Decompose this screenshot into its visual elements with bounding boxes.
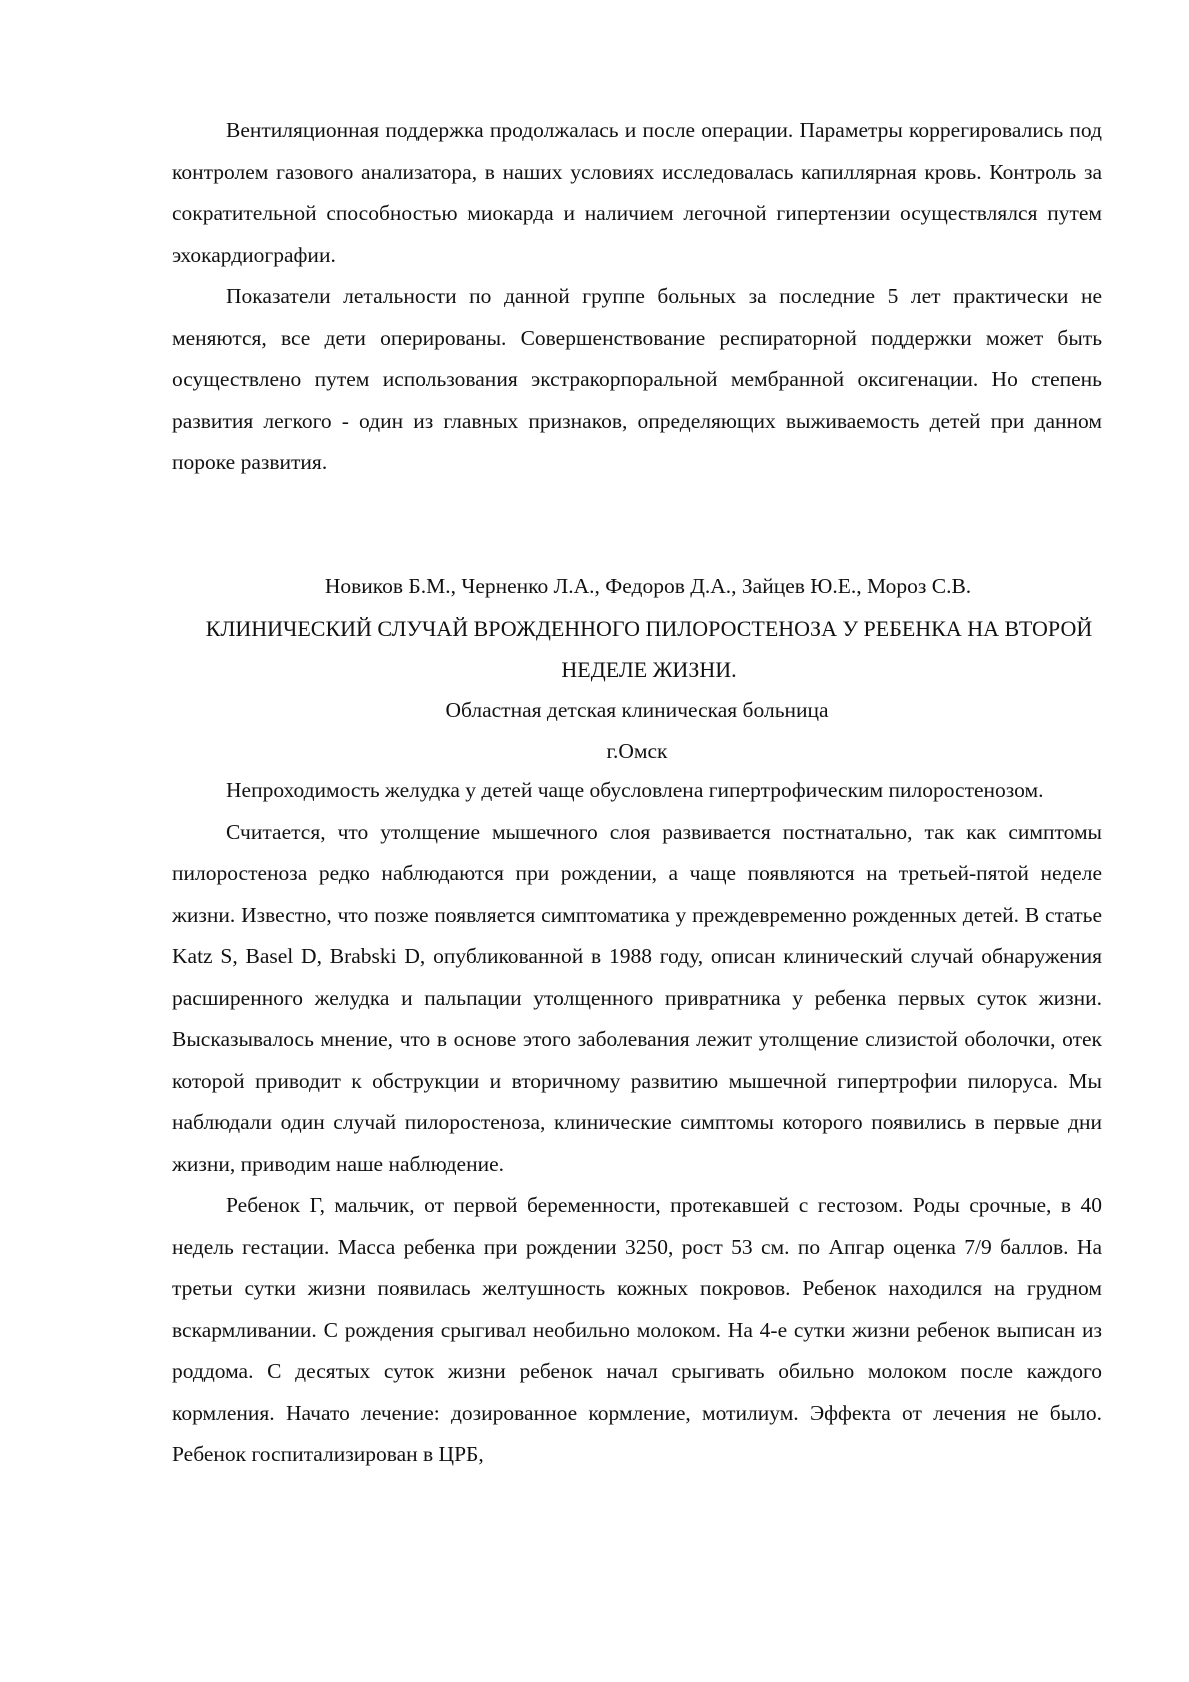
article-title: КЛИНИЧЕСКИЙ СЛУЧАЙ ВРОЖДЕННОГО ПИЛОРОСТЕНОЗА У РЕБЕНКА НА ВТОРОЙ НЕДЕЛЕ ЖИЗНИ. [205, 615, 1093, 682]
intro-paragraph-2: Показатели летальности по данной группе больных за последние 5 лет практически не меняются, все дети оперированы. Совершенствование респираторной поддержки может быть осуществлено путем использования экстракорпоральной мембранной оксигенации. Но степень развития легкого - один из главных признаков, определяющих выживаемость детей при данном пороке развития. [172, 284, 1102, 474]
article-city: г.Омск [606, 739, 668, 763]
article-paragraph-2: Считается, что утолщение мышечного слоя развивается постнатально, так как симптомы пилоростеноза редко наблюдаются при рождении, а чаще появляются на третьей-пятой неделе жизни. Известно, что позже появляется симптоматика у преждевременно рожденных детей. В статье Katz S, Basel D, Brabski D, опубликованной в 1988 году, описан клинический случай обнаружения расширенного желудка и пальпации утолщенного привратника у ребенка первых суток жизни. Высказывалось мнение, что в основе этого заболевания лежит утолщение слизистой оболочки, отек которой приводит к обструкции и вторичному развитию мышечной гипертрофии пилоруса. Мы наблюдали один случай пилоростеноза, клинические симптомы которого появились в первые дни жизни, приводим наше наблюдение. [172, 819, 1102, 1176]
article-paragraph-3: Ребенок Г, мальчик, от первой беременности, протекавшей с гестозом. Роды срочные, в 40 недель гестации. Масса ребенка при рождении 3250, рост 53 см. по Апгар оценка 7/9 баллов. На третьи сутки жизни появилась желтушность кожных покровов. Ребенок находился на грудном вскармливании. С рождения срыгивал необильно молоком. На 4-е сутки жизни ребенок выписан из роддома. С десятых суток жизни ребенок начал срыгивать обильно молоком после каждого кормления. Начато лечение: дозированное кормление, мотилиум. Эффекта от лечения не было. Ребенок госпитализирован в ЦРБ, [172, 1193, 1102, 1466]
article-header [172, 566, 1102, 773]
intro-paragraph-1: Вентиляционная поддержка продолжалась и после операции. Параметры коррегировались под контролем газового анализатора, в наших условиях исследовалась капиллярная кровь. Контроль за сократительной способностью миокарда и наличием легочной гипертензии осуществлялся путем эхокардиографии. [172, 118, 1102, 267]
intro-section [172, 110, 1102, 484]
article-institution: Областная детская клиническая больница [445, 697, 829, 722]
article-authors: Новиков Б.М., Черненко Л.А., Федоров Д.А., Зайцев Ю.Е., Мороз С.В. [324, 574, 972, 598]
article-paragraph-1: Непроходимость желудка у детей чаще обусловлена гипертрофическим пилоростенозом. [226, 778, 1044, 802]
article-body [172, 770, 1102, 1476]
